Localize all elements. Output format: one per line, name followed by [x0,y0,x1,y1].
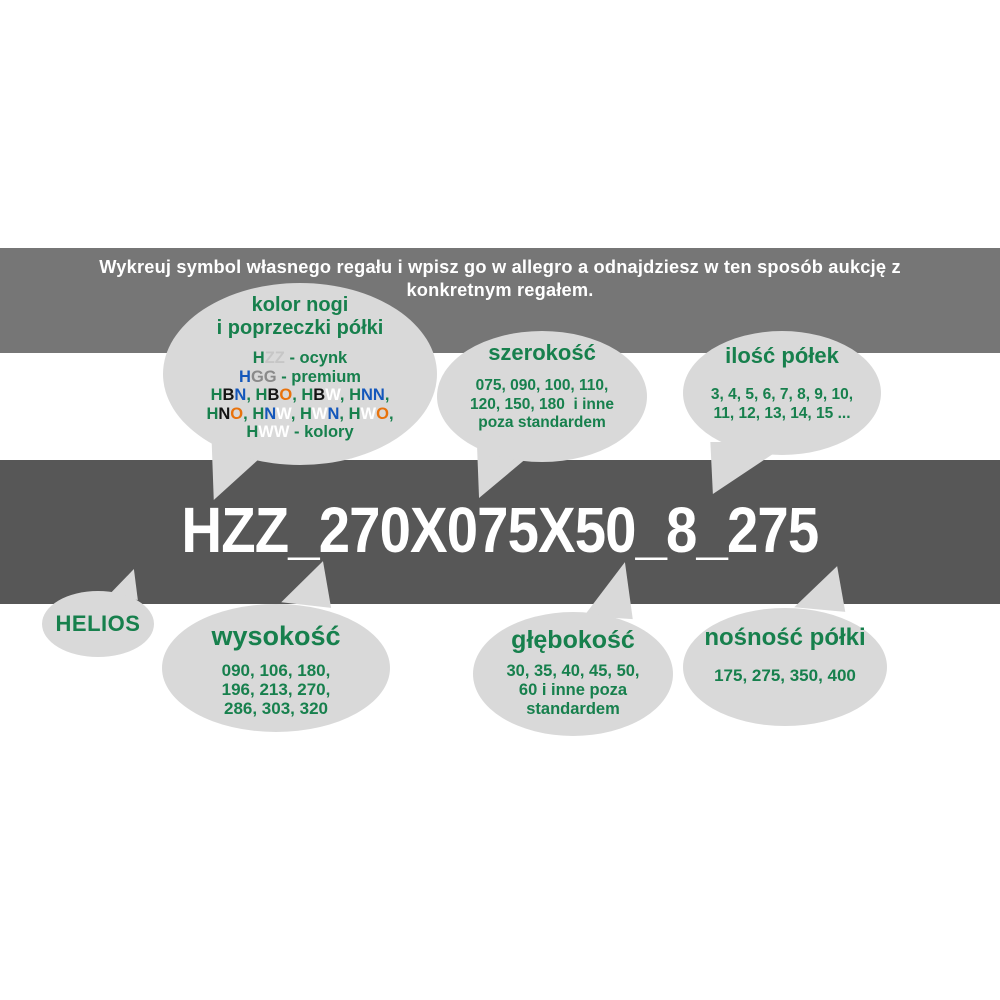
code-segment: WW [258,423,290,442]
brand-label: HELIOS [55,611,141,636]
code-segment: , [388,404,394,423]
code-segment: , [292,386,302,405]
wysokosc-values-line3: 286, 303, 320 [224,699,328,718]
code-segment: H [210,386,223,405]
wysokosc-values-line2: 196, 213, 270, [221,680,331,699]
color-code-line-4 [163,405,437,424]
code-segment: B [267,386,280,405]
code-segment: , [384,386,390,405]
code-segment: NN [360,386,385,405]
code-segment: N [264,404,277,423]
bubble-nosnosc-polki [683,608,887,726]
bubble-wysokosc-values [162,661,390,718]
code-segment: H [246,423,259,442]
bubble-glebokosc [473,612,673,736]
code-segment: H [348,404,361,423]
color-code-line-ocynk [163,349,437,368]
code-segment: O [230,404,244,423]
code-segment: , [246,386,256,405]
bubble-kolor-title-line2: i poprzeczki półki [216,317,384,339]
code-segment: - premium [276,367,361,386]
code-segment: - kolory [289,423,354,442]
code-segment: - ocynk [284,349,348,367]
instruction-line-2: konkretnym regałem. [406,279,594,300]
code-segment: B [313,386,326,405]
bubble-nosnosc-title: nośność półki [704,624,866,651]
bubble-helios [42,591,154,657]
bubble-wysokosc-title: wysokość [211,621,341,651]
color-code-line-kolory [163,423,437,442]
code-segment: H [252,349,265,367]
color-code-list [163,349,437,442]
code-segment: , [339,386,350,405]
bubble-kolor-nogi [163,283,437,465]
bubble-ilosc-polek [683,331,881,455]
bubble-wysokosc [162,604,390,732]
symbol-band [0,460,1000,604]
code-segment: W [276,404,291,423]
code-segment: ZZ [264,349,285,367]
ilosc-values-line2: 11, 12, 13, 14, 15 ... [713,404,851,422]
bubble-szerokosc-title: szerokość [488,340,596,365]
product-symbol-text: HZZ_270X075X50_8_275 [181,494,819,566]
code-segment: H [255,386,268,405]
code-segment: N [327,404,340,423]
bubble-kolor-title [163,283,437,340]
code-segment: H [301,386,314,405]
code-segment: , [243,404,253,423]
color-code-line-3 [163,386,437,405]
bubble-ilosc-title: ilość półek [725,343,839,368]
code-segment: H [239,367,251,386]
szerokosc-values-line2: 120, 150, 180 i inne [470,395,614,413]
bubble-szerokosc-values [437,377,647,433]
code-segment: , [339,404,349,423]
bubble-glebokosc-values [473,662,673,718]
code-segment: H [349,386,361,405]
color-code-line-premium [163,368,437,387]
code-segment: H [300,404,312,423]
instruction-text [8,248,993,301]
bubble-kolor-title-line1: kolor nogi [251,294,349,316]
code-segment: N [218,404,231,423]
code-segment: GG [250,367,277,386]
code-segment: B [222,386,235,405]
bubble-nosnosc-values [683,666,887,685]
szerokosc-values-line3: poza standardem [478,414,606,431]
nosnosc-values-line1: 175, 275, 350, 400 [714,666,856,685]
glebokosc-values-line2: 60 i inne poza [518,680,628,699]
code-segment: W [311,404,328,423]
wysokosc-values-line1: 090, 106, 180, [221,661,331,680]
code-segment: N [234,386,247,405]
bubble-ilosc-values [683,386,881,423]
code-segment: H [206,404,219,423]
glebokosc-values-line1: 30, 35, 40, 45, 50, [506,662,640,680]
code-segment: O [279,386,293,405]
bubble-szerokosc [437,331,647,462]
glebokosc-values-line3: standardem [526,699,620,718]
instruction-line-1: Wykreuj symbol własnego regału i wpisz go w allegro a odnajdziesz w ten sposób aukcję z [99,256,901,277]
code-segment: W [360,404,377,423]
ilosc-values-line1: 3, 4, 5, 6, 7, 8, 9, 10, [710,386,854,403]
code-segment: , [290,404,300,423]
code-segment: W [325,386,340,405]
code-segment: H [252,404,265,423]
code-segment: O [376,404,389,423]
bubble-glebokosc-title: głębokość [511,626,635,654]
szerokosc-values-line1: 075, 090, 100, 110, [475,377,609,394]
